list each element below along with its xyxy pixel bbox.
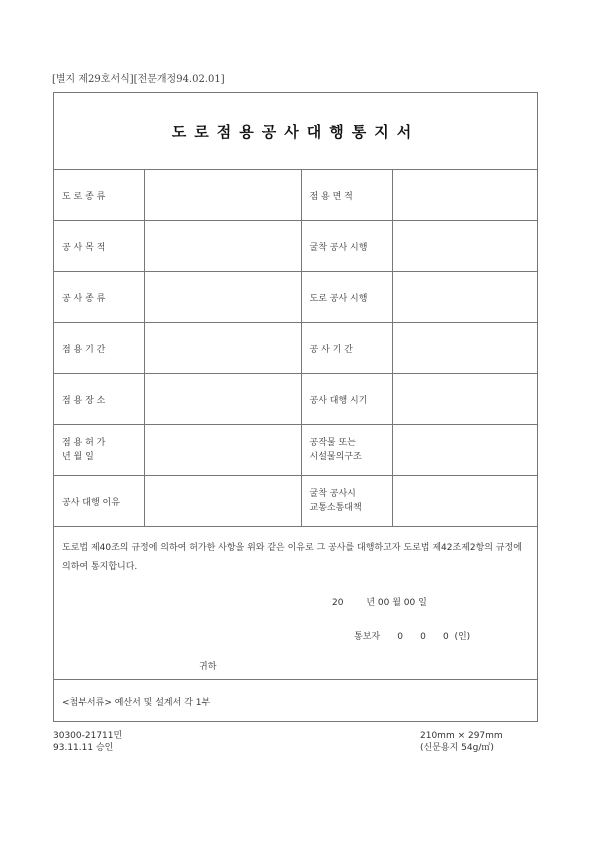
occupancy-period-value[interactable]: [144, 323, 301, 374]
work-period-value[interactable]: [392, 323, 537, 374]
table-row: [54, 425, 537, 476]
paper-size: 210mm × 297mm: [420, 731, 503, 741]
occupied-area-value[interactable]: [392, 170, 537, 221]
proxy-time-value[interactable]: [392, 374, 537, 425]
sender-signature: 통보자 0 0 0 (인): [354, 632, 471, 642]
structure-label-line2: 시설물의구조: [309, 452, 362, 462]
attachment-row: [54, 679, 537, 722]
occupancy-place-label: 점 용 장 소: [54, 374, 144, 425]
notice-date: 20 년 00 월 00 일: [332, 598, 427, 608]
footer-left: [53, 730, 122, 754]
occupancy-period-label: 점 용 기 간: [54, 323, 144, 374]
road-work-value[interactable]: [392, 272, 537, 323]
traffic-plan-label-line1: 굴착 공사시: [309, 489, 356, 499]
approval-date: 93.11.11 승인: [53, 743, 114, 753]
road-work-label: 도로 공사 시행: [301, 272, 392, 323]
permit-date-label: [54, 425, 144, 476]
addressee-label: 귀하: [199, 662, 217, 672]
traffic-plan-label: [301, 476, 392, 527]
attachment-text: <첨부서류> 예산서 및 설계서 각 1부: [62, 697, 211, 708]
paper-type: (신문용지 54g/㎡): [420, 743, 494, 753]
structure-value[interactable]: [392, 425, 537, 476]
proxy-reason-label: 공사 대행 이유: [54, 476, 144, 527]
occupied-area-label: 점 용 면 적: [301, 170, 392, 221]
table-row: [54, 323, 537, 374]
form-code: 30300-21711민: [53, 731, 123, 741]
footer-right: [420, 730, 503, 754]
proxy-reason-value[interactable]: [144, 476, 301, 527]
permit-date-label-line2: 년 월 일: [62, 452, 94, 462]
work-type-value[interactable]: [144, 272, 301, 323]
form-header: [별지 제29호서식][전문개정94.02.01]: [52, 74, 225, 85]
permit-date-value[interactable]: [144, 425, 301, 476]
notice-form: [53, 92, 538, 722]
occupancy-place-value[interactable]: [144, 374, 301, 425]
work-purpose-value[interactable]: [144, 221, 301, 272]
proxy-time-label: 공사 대행 시기: [301, 374, 392, 425]
table-row: [54, 170, 537, 221]
table-row: [54, 221, 537, 272]
title-row: [54, 93, 537, 170]
table-row: [54, 374, 537, 425]
traffic-plan-label-line2: 교통소통대책: [309, 503, 362, 513]
table-row: [54, 476, 537, 527]
structure-label: [301, 425, 392, 476]
table-row: [54, 272, 537, 323]
permit-date-label-line1: 점 용 허 가: [62, 438, 106, 448]
road-type-value[interactable]: [144, 170, 301, 221]
work-type-label: 공 사 종 류: [54, 272, 144, 323]
notice-body-text: 도로법 제40조의 규정에 의하여 허가한 사항을 위와 같은 이유로 그 공사를 대행하고자 도로법 제42조제2항의 규정에 의하여 통지합니다.: [62, 543, 522, 572]
structure-label-line1: 공작물 또는: [309, 438, 356, 448]
traffic-plan-value[interactable]: [392, 476, 537, 527]
road-type-label: 도 로 종 류: [54, 170, 144, 221]
work-period-label: 공 사 기 간: [301, 323, 392, 374]
work-purpose-label: 공 사 목 적: [54, 221, 144, 272]
form-title: 도로점용공사대행통지서: [171, 122, 420, 141]
info-grid: [54, 170, 537, 527]
excavation-value[interactable]: [392, 221, 537, 272]
excavation-label: 굴착 공사 시행: [301, 221, 392, 272]
